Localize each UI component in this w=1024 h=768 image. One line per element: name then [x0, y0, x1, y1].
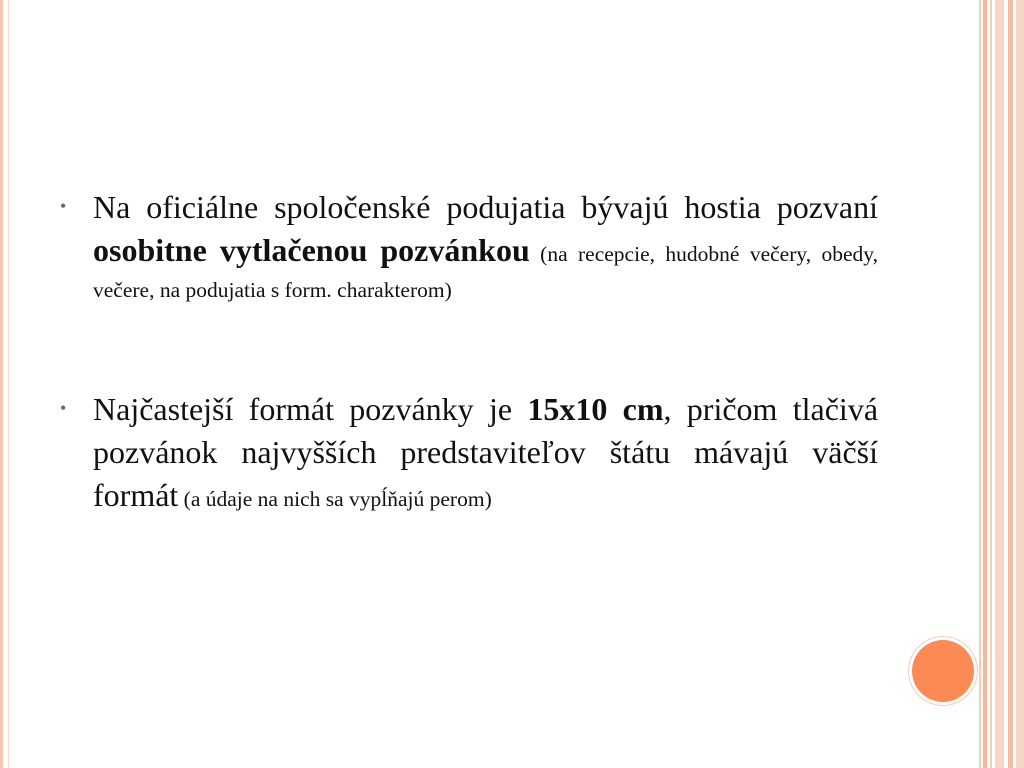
bullet-text-note: (na recepcie, hudobné večery, obedy, večere, na podujatia s form. charakterom)	[93, 242, 879, 302]
right-stripe	[1016, 0, 1024, 768]
bullet-text: Najčastejší formát pozvánky je	[93, 391, 528, 427]
bullet-text-bold: 15x10 cm	[527, 391, 664, 427]
right-stripe	[1008, 0, 1013, 768]
bullet-item	[60, 186, 878, 308]
left-frame-inner-line	[8, 0, 9, 768]
decorative-circle	[912, 640, 974, 702]
right-stripe	[995, 0, 1004, 768]
bullet-dot-icon: •	[60, 196, 67, 216]
right-stripe	[983, 0, 987, 768]
right-stripe	[979, 0, 981, 768]
bullet-text-note: (a údaje na nich sa vypĺňajú perom)	[178, 487, 492, 511]
bullet-item	[60, 388, 878, 517]
bullet-text: , pričom tlačivá pozvánok najvyšších predstaviteľov štátu mávajú väčší formát	[93, 391, 879, 513]
bullet-text-bold: osobitne vytlačenou pozvánkou	[93, 232, 530, 268]
bullet-dot-icon: •	[60, 398, 67, 418]
slide-content	[60, 186, 878, 517]
right-stripe	[990, 0, 992, 768]
bullet-text: Na oficiálne spoločenské podujatia bývajú hostia pozvaní	[93, 189, 878, 225]
left-frame-line	[0, 0, 3, 768]
